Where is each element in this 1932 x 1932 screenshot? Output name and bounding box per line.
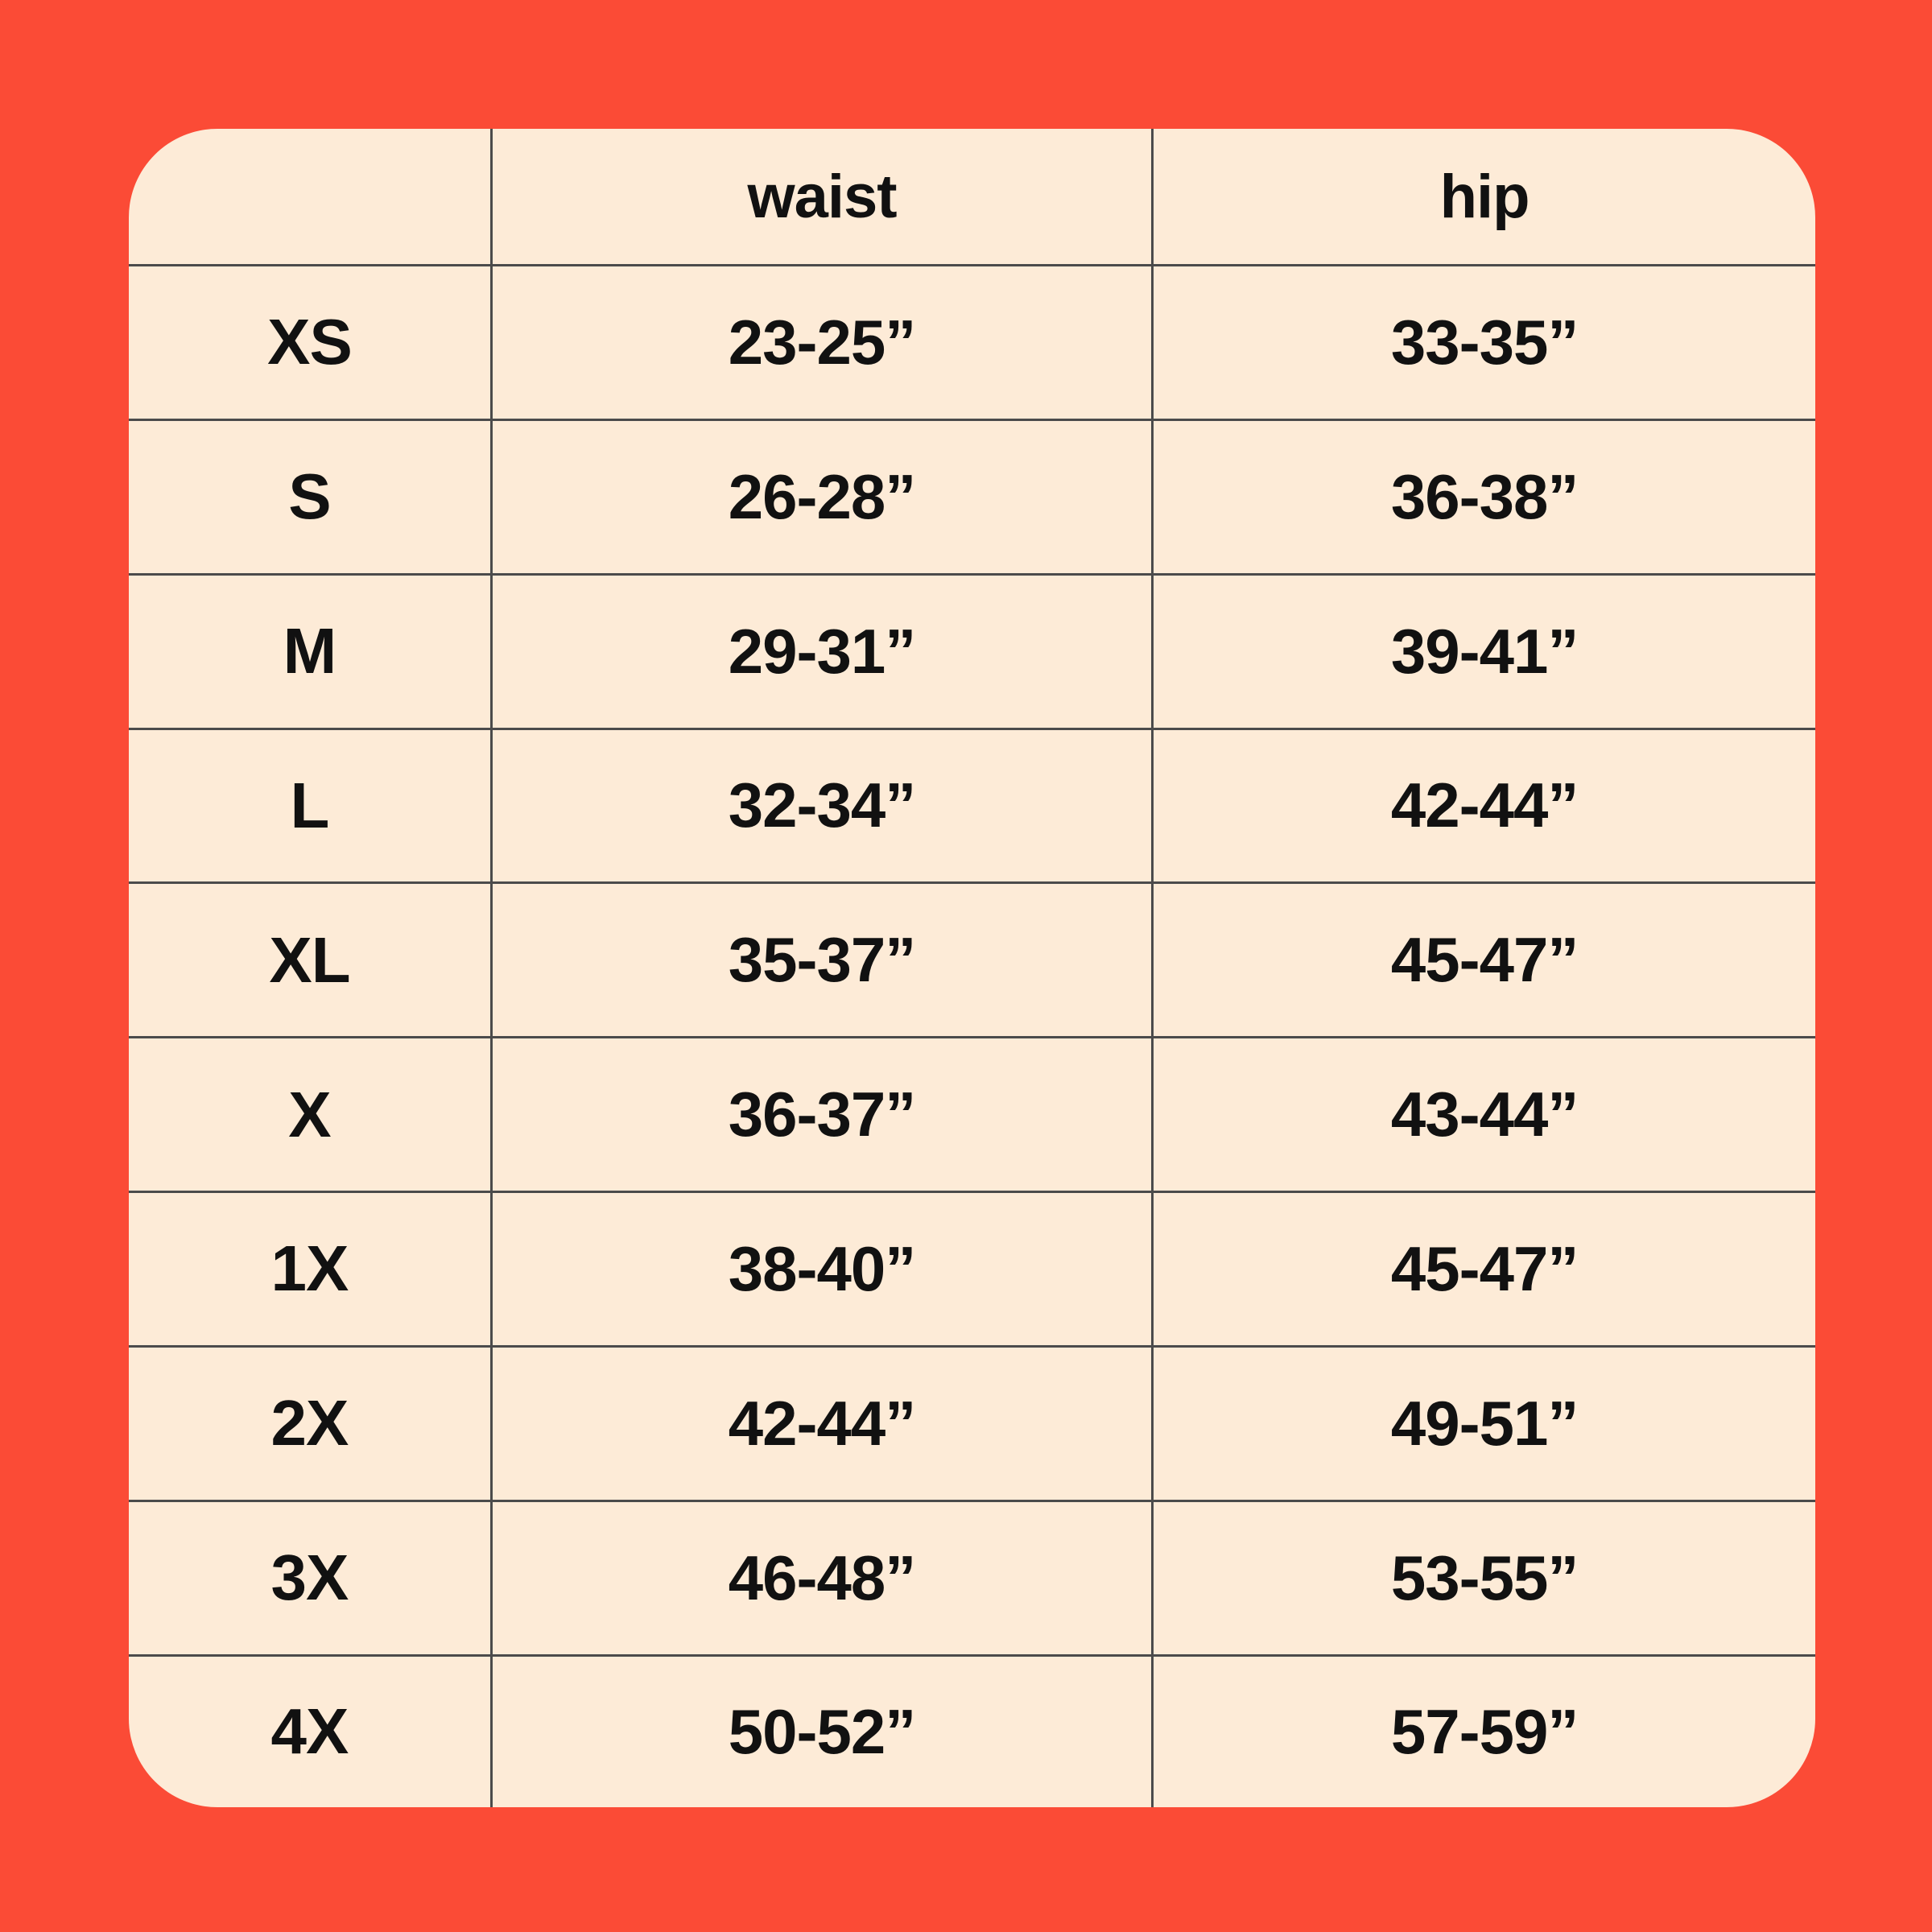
- cell-size: S: [129, 419, 491, 574]
- table-row: [129, 419, 1815, 574]
- size-chart-card: [129, 129, 1815, 1807]
- table-row: [129, 1655, 1815, 1807]
- cell-hip: 42-44”: [1153, 729, 1815, 883]
- cell-size: 4X: [129, 1655, 491, 1807]
- cell-waist: 36-37”: [491, 1038, 1152, 1192]
- cell-size: X: [129, 1038, 491, 1192]
- column-header-size: [129, 129, 491, 266]
- cell-waist: 29-31”: [491, 574, 1152, 729]
- column-header-hip: hip: [1153, 129, 1815, 266]
- table-row: [129, 1346, 1815, 1501]
- cell-hip: 49-51”: [1153, 1346, 1815, 1501]
- cell-size: M: [129, 574, 491, 729]
- column-header-waist: waist: [491, 129, 1152, 266]
- cell-waist: 50-52”: [491, 1655, 1152, 1807]
- header-row: [129, 129, 1815, 266]
- cell-waist: 38-40”: [491, 1192, 1152, 1347]
- table-row: [129, 1192, 1815, 1347]
- cell-waist: 26-28”: [491, 419, 1152, 574]
- cell-waist: 32-34”: [491, 729, 1152, 883]
- cell-hip: 45-47”: [1153, 883, 1815, 1038]
- cell-waist: 23-25”: [491, 266, 1152, 420]
- table-row: [129, 574, 1815, 729]
- cell-hip: 36-38”: [1153, 419, 1815, 574]
- cell-hip: 39-41”: [1153, 574, 1815, 729]
- table-body: [129, 266, 1815, 1808]
- cell-size: L: [129, 729, 491, 883]
- cell-hip: 53-55”: [1153, 1501, 1815, 1655]
- cell-waist: 46-48”: [491, 1501, 1152, 1655]
- cell-size: XS: [129, 266, 491, 420]
- table-header: [129, 129, 1815, 266]
- cell-hip: 33-35”: [1153, 266, 1815, 420]
- table-row: [129, 1038, 1815, 1192]
- table-row: [129, 266, 1815, 420]
- table-row: [129, 883, 1815, 1038]
- cell-size: 2X: [129, 1346, 491, 1501]
- table-row: [129, 1501, 1815, 1655]
- cell-hip: 57-59”: [1153, 1655, 1815, 1807]
- cell-size: 3X: [129, 1501, 491, 1655]
- table-row: [129, 729, 1815, 883]
- cell-hip: 43-44”: [1153, 1038, 1815, 1192]
- cell-hip: 45-47”: [1153, 1192, 1815, 1347]
- size-chart-table: [129, 129, 1815, 1807]
- cell-size: 1X: [129, 1192, 491, 1347]
- cell-size: XL: [129, 883, 491, 1038]
- cell-waist: 42-44”: [491, 1346, 1152, 1501]
- cell-waist: 35-37”: [491, 883, 1152, 1038]
